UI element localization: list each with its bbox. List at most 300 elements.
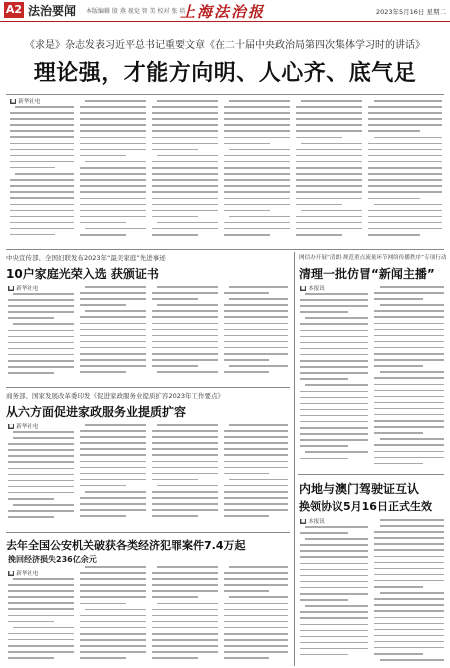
body-text-line — [374, 562, 444, 564]
body-text-line — [152, 149, 198, 151]
body-text-line — [152, 335, 218, 337]
body-text-line — [368, 106, 442, 108]
body-text-line — [8, 360, 74, 362]
body-text-line — [157, 155, 218, 157]
body-text-line — [224, 173, 290, 175]
body-text-line — [368, 216, 442, 218]
body-text-line — [374, 335, 444, 337]
body-text-line — [85, 609, 146, 611]
byline-marker-icon: ■ — [9, 424, 14, 429]
body-text-line — [13, 431, 74, 433]
body-text-line — [8, 468, 74, 470]
body-text-line — [8, 455, 74, 457]
body-text-line — [224, 323, 288, 325]
body-text-line — [224, 467, 288, 469]
body-text-line — [224, 118, 290, 120]
body-text-line — [157, 424, 218, 426]
body-text-line — [80, 191, 146, 193]
body-text-line — [152, 639, 218, 641]
body-text-line — [80, 198, 146, 200]
body-text-line — [10, 234, 55, 236]
body-text-line — [301, 143, 362, 145]
body-text-line — [374, 377, 444, 379]
body-text-line — [10, 185, 74, 187]
body-text-line — [10, 191, 74, 193]
body-text-line — [224, 621, 288, 623]
section-5-headline: 内地与澳门驾驶证互认 — [299, 482, 420, 496]
body-text-line — [13, 437, 74, 439]
body-text-line — [8, 317, 54, 319]
body-text-line — [152, 657, 198, 659]
section-3-headline: 去年全国公安机关破获各类经济犯罪案件7.4万起 — [6, 539, 246, 552]
body-text-line — [8, 330, 74, 332]
body-text-line — [80, 234, 126, 236]
body-text-line — [368, 149, 442, 151]
body-text-line — [80, 621, 146, 623]
body-text-line — [224, 639, 288, 641]
body-text-line — [300, 421, 368, 423]
body-text-line — [152, 645, 218, 647]
body-text-line — [224, 353, 288, 355]
byline-marker-icon: ■ — [11, 99, 16, 104]
body-text-line — [80, 143, 146, 145]
body-text-line — [296, 228, 362, 230]
lead-body-column-3 — [152, 100, 218, 244]
body-text-line — [374, 653, 423, 655]
body-text-line — [152, 234, 198, 236]
body-text-line — [374, 298, 423, 300]
body-text-line — [368, 228, 442, 230]
body-text-line — [8, 354, 74, 356]
body-text-line — [224, 106, 290, 108]
body-text-line — [300, 360, 368, 362]
body-text-line — [374, 623, 444, 625]
byline-marker-icon: ■ — [301, 519, 306, 524]
body-text-line — [13, 627, 74, 629]
body-text-line — [368, 198, 420, 200]
body-text-line — [80, 173, 146, 175]
body-text-line — [374, 292, 444, 294]
body-text-line — [305, 538, 368, 540]
body-text-line — [152, 454, 218, 456]
editor-credits: 本版编辑 殷 燕 视觉 智 美 校对 张 培 — [86, 8, 186, 15]
body-text-line — [10, 210, 74, 212]
body-text-line — [374, 531, 444, 533]
body-text-line — [80, 509, 146, 511]
body-text-line — [152, 359, 218, 361]
body-text-line — [8, 299, 74, 301]
lead-subtitle: 《求是》杂志发表习近平总书记重要文章《在二十届中央政治局第四次集体学习时的讲话》 — [25, 40, 425, 51]
body-text-line — [300, 427, 368, 429]
section-4-byline: ■ 本报讯 — [301, 286, 325, 292]
body-text-line — [80, 461, 146, 463]
body-text-line — [13, 578, 74, 580]
body-text-line — [296, 191, 362, 193]
body-text-line — [80, 615, 146, 617]
body-text-line — [80, 204, 146, 206]
body-text-line — [368, 112, 442, 114]
body-text-line — [374, 396, 444, 398]
body-text-line — [80, 603, 126, 605]
body-text-line — [8, 590, 74, 592]
body-text-line — [80, 485, 126, 487]
body-text-line — [80, 442, 146, 444]
body-text-line — [224, 228, 290, 230]
body-text-line — [152, 167, 218, 169]
section-4-kicker: 网信办开展“清朗·规范重点流量环节网络传播秩序”专项行动 — [299, 255, 447, 261]
body-text-line — [152, 461, 218, 463]
lead-body-column-2 — [80, 100, 146, 244]
section-4-headline: 清理一批仿冒“新闻主播” — [299, 267, 435, 281]
body-text-line — [10, 143, 74, 145]
lead-body-column-4 — [224, 100, 290, 244]
body-text-line — [80, 137, 146, 139]
body-text-line — [224, 222, 290, 224]
body-text-line — [152, 503, 218, 505]
section-name: 法治要闻 — [28, 4, 77, 18]
section-3-subhead: 挽回经济损失236亿余元 — [8, 555, 97, 564]
body-text-line — [152, 430, 218, 432]
body-text-line — [374, 310, 444, 312]
body-text-line — [224, 234, 270, 236]
body-text-line — [300, 299, 368, 301]
body-text-line — [80, 515, 126, 517]
body-text-line — [8, 336, 74, 338]
body-text-line — [157, 304, 218, 306]
body-text-line — [152, 228, 218, 230]
body-text-line — [300, 630, 368, 632]
section-2-body-col-1 — [8, 431, 74, 527]
body-text-line — [296, 155, 362, 157]
body-text-line — [157, 222, 218, 224]
body-text-line — [152, 329, 218, 331]
body-text-line — [229, 298, 288, 300]
body-text-line — [80, 639, 146, 641]
body-text-line — [10, 136, 74, 138]
body-text-line — [368, 118, 442, 120]
body-text-line — [8, 651, 74, 653]
body-text-line — [224, 124, 290, 126]
body-text-line — [152, 204, 218, 206]
body-text-line — [80, 347, 146, 349]
body-text-line — [152, 448, 218, 450]
body-text-line — [152, 590, 218, 592]
body-text-line — [374, 347, 444, 349]
body-text-line — [152, 137, 218, 139]
body-text-line — [229, 479, 288, 481]
body-text-line — [224, 430, 288, 432]
body-text-line — [300, 378, 348, 380]
section-2-byline: ■ 新华社电 — [9, 424, 39, 430]
body-text-line — [8, 461, 74, 463]
body-text-line — [224, 657, 269, 659]
body-text-line — [152, 179, 218, 181]
body-text-line — [152, 310, 218, 312]
body-text-line — [224, 651, 288, 653]
body-text-line — [300, 563, 368, 565]
body-text-line — [300, 439, 368, 441]
body-text-line — [374, 543, 444, 545]
body-text-line — [224, 603, 288, 605]
body-text-line — [296, 137, 342, 139]
body-text-line — [157, 485, 218, 487]
body-text-line — [10, 130, 74, 132]
body-text-line — [374, 598, 444, 600]
body-text-line — [374, 100, 442, 102]
body-text-line — [80, 503, 146, 505]
body-text-line — [305, 526, 368, 528]
body-text-line — [305, 384, 368, 386]
body-text-line — [85, 161, 146, 163]
body-text-line — [300, 348, 368, 350]
body-text-line — [296, 179, 362, 181]
body-text-line — [224, 179, 290, 181]
body-text-line — [80, 584, 146, 586]
lead-headline: 理论强，才能方向明、人心齐、底气足 — [33, 61, 417, 86]
body-text-line — [80, 335, 146, 337]
body-text-line — [374, 432, 423, 434]
body-text-line — [296, 216, 362, 218]
body-text-line — [80, 353, 146, 355]
body-text-line — [152, 191, 218, 193]
body-text-line — [152, 509, 218, 511]
body-text-line — [80, 371, 126, 373]
body-text-line — [8, 443, 74, 445]
body-text-line — [224, 454, 288, 456]
body-text-line — [80, 430, 146, 432]
body-text-line — [229, 216, 290, 218]
body-text-line — [300, 311, 348, 313]
body-text-line — [80, 130, 146, 132]
body-text-line — [296, 167, 362, 169]
body-text-line — [10, 222, 74, 224]
body-text-line — [374, 617, 444, 619]
body-text-line — [224, 167, 290, 169]
body-text-line — [8, 621, 54, 623]
body-text-line — [300, 354, 368, 356]
body-text-line — [224, 645, 288, 647]
body-text-line — [85, 100, 146, 102]
body-text-line — [80, 216, 146, 218]
body-text-line — [10, 216, 74, 218]
body-text-line — [374, 137, 442, 139]
body-text-line — [368, 155, 442, 157]
body-text-line — [374, 604, 444, 606]
section-4-body-col-2 — [374, 286, 444, 469]
section-divider — [6, 249, 444, 250]
body-text-line — [380, 659, 444, 661]
section-2-body-col-4 — [224, 424, 288, 527]
body-text-line — [229, 365, 288, 367]
body-text-line — [300, 366, 368, 368]
body-text-line — [152, 130, 218, 132]
body-text-line — [300, 391, 368, 393]
body-text-line — [152, 323, 218, 325]
body-text-line — [374, 610, 444, 612]
body-text-line — [152, 124, 218, 126]
body-text-line — [300, 433, 368, 435]
body-text-line — [305, 605, 368, 607]
body-text-line — [374, 414, 444, 416]
body-text-line — [296, 149, 362, 151]
body-text-line — [10, 149, 74, 151]
body-text-line — [80, 167, 146, 169]
body-text-line — [152, 436, 218, 438]
body-text-line — [80, 454, 146, 456]
body-text-line — [296, 161, 362, 163]
body-text-line — [305, 293, 368, 295]
body-text-line — [224, 515, 269, 517]
body-text-line — [157, 566, 218, 568]
body-text-line — [305, 317, 368, 319]
body-text-line — [157, 286, 218, 288]
body-text-line — [374, 574, 444, 576]
body-text-line — [374, 408, 444, 410]
body-text-line — [80, 365, 146, 367]
body-text-line — [152, 292, 218, 294]
body-text-line — [224, 347, 288, 349]
body-text-line — [300, 648, 368, 650]
body-text-line — [224, 509, 288, 511]
body-text-line — [152, 316, 218, 318]
section-5-body-col-2 — [374, 519, 444, 666]
body-text-line — [300, 372, 368, 374]
body-text-line — [374, 384, 444, 386]
body-text-line — [8, 474, 74, 476]
body-text-line — [10, 204, 74, 206]
body-text-line — [10, 167, 55, 169]
body-text-line — [85, 491, 146, 493]
body-text-line — [380, 304, 444, 306]
body-text-line — [368, 179, 442, 181]
body-text-line — [224, 130, 290, 132]
section-3-body-col-3 — [152, 566, 218, 666]
body-text-line — [80, 179, 146, 181]
column-divider — [294, 252, 295, 666]
body-text-line — [152, 106, 218, 108]
body-text-line — [224, 473, 269, 475]
newspaper-logo: 上海法治报 — [180, 3, 266, 21]
body-text-line — [224, 584, 288, 586]
body-text-line — [80, 222, 126, 224]
body-text-line — [224, 491, 288, 493]
body-text-line — [374, 390, 444, 392]
body-text-line — [300, 599, 348, 601]
body-text-line — [229, 566, 288, 568]
body-text-line — [374, 451, 444, 453]
body-text-line — [374, 635, 444, 637]
body-text-line — [300, 617, 368, 619]
body-text-line — [85, 310, 146, 312]
body-text-line — [85, 424, 146, 426]
body-text-line — [152, 118, 218, 120]
body-text-line — [8, 342, 74, 344]
body-text-line — [229, 149, 290, 151]
body-text-line — [224, 436, 288, 438]
body-text-line — [296, 130, 362, 132]
body-text-line — [229, 100, 290, 102]
section-1-body-col-1 — [8, 293, 74, 383]
body-text-line — [296, 185, 362, 187]
body-text-line — [300, 550, 368, 552]
body-text-line — [374, 444, 444, 446]
body-text-line — [8, 311, 74, 313]
lead-body-column-6 — [368, 100, 442, 244]
body-text-line — [380, 519, 444, 521]
body-text-line — [224, 485, 288, 487]
body-text-line — [152, 633, 218, 635]
body-text-line — [374, 580, 444, 582]
body-text-line — [224, 204, 290, 206]
body-text-line — [80, 155, 126, 157]
body-text-line — [80, 124, 146, 126]
body-text-line — [80, 436, 146, 438]
body-text-line — [152, 442, 218, 444]
body-text-line — [224, 137, 290, 139]
body-text-line — [8, 486, 74, 488]
body-text-line — [300, 624, 368, 626]
section-1-byline: ■ 新华社电 — [9, 286, 39, 292]
body-text-line — [224, 155, 290, 157]
body-text-line — [8, 608, 74, 610]
body-text-line — [374, 316, 444, 318]
body-text-line — [13, 504, 74, 506]
body-text-line — [80, 448, 146, 450]
body-text-line — [80, 304, 126, 306]
body-text-line — [152, 497, 218, 499]
body-text-line — [374, 353, 444, 355]
body-text-line — [300, 409, 368, 411]
body-text-line — [224, 627, 288, 629]
section-divider — [298, 474, 444, 475]
body-text-line — [152, 584, 218, 586]
body-text-line — [300, 330, 368, 332]
body-text-line — [8, 492, 74, 494]
body-text-line — [224, 609, 288, 611]
body-text-line — [229, 424, 288, 426]
body-text-line — [224, 292, 269, 294]
section-3-body-col-1 — [8, 578, 74, 666]
body-text-line — [10, 155, 74, 157]
body-text-line — [300, 305, 368, 307]
body-text-line — [8, 498, 54, 500]
body-text-line — [80, 210, 146, 212]
body-text-line — [80, 657, 126, 659]
body-text-line — [152, 341, 218, 343]
body-text-line — [8, 348, 74, 350]
body-text-line — [13, 293, 74, 295]
body-text-line — [8, 596, 74, 598]
body-text-line — [80, 341, 146, 343]
body-text-line — [152, 572, 218, 574]
body-text-line — [80, 118, 146, 120]
body-text-line — [300, 336, 368, 338]
body-text-line — [229, 596, 288, 598]
body-text-line — [80, 185, 146, 187]
body-text-line — [152, 173, 218, 175]
body-text-line — [296, 222, 362, 224]
body-text-line — [224, 590, 269, 592]
body-text-line — [380, 592, 444, 594]
body-text-line — [224, 191, 290, 193]
body-text-line — [300, 556, 368, 558]
body-text-line — [224, 633, 288, 635]
body-text-line — [152, 210, 218, 212]
body-text-line — [224, 448, 288, 450]
page-number-badge: A2 — [5, 3, 23, 16]
lead-body-column-1 — [10, 106, 74, 244]
section-5-byline: ■ 本报讯 — [301, 519, 325, 525]
